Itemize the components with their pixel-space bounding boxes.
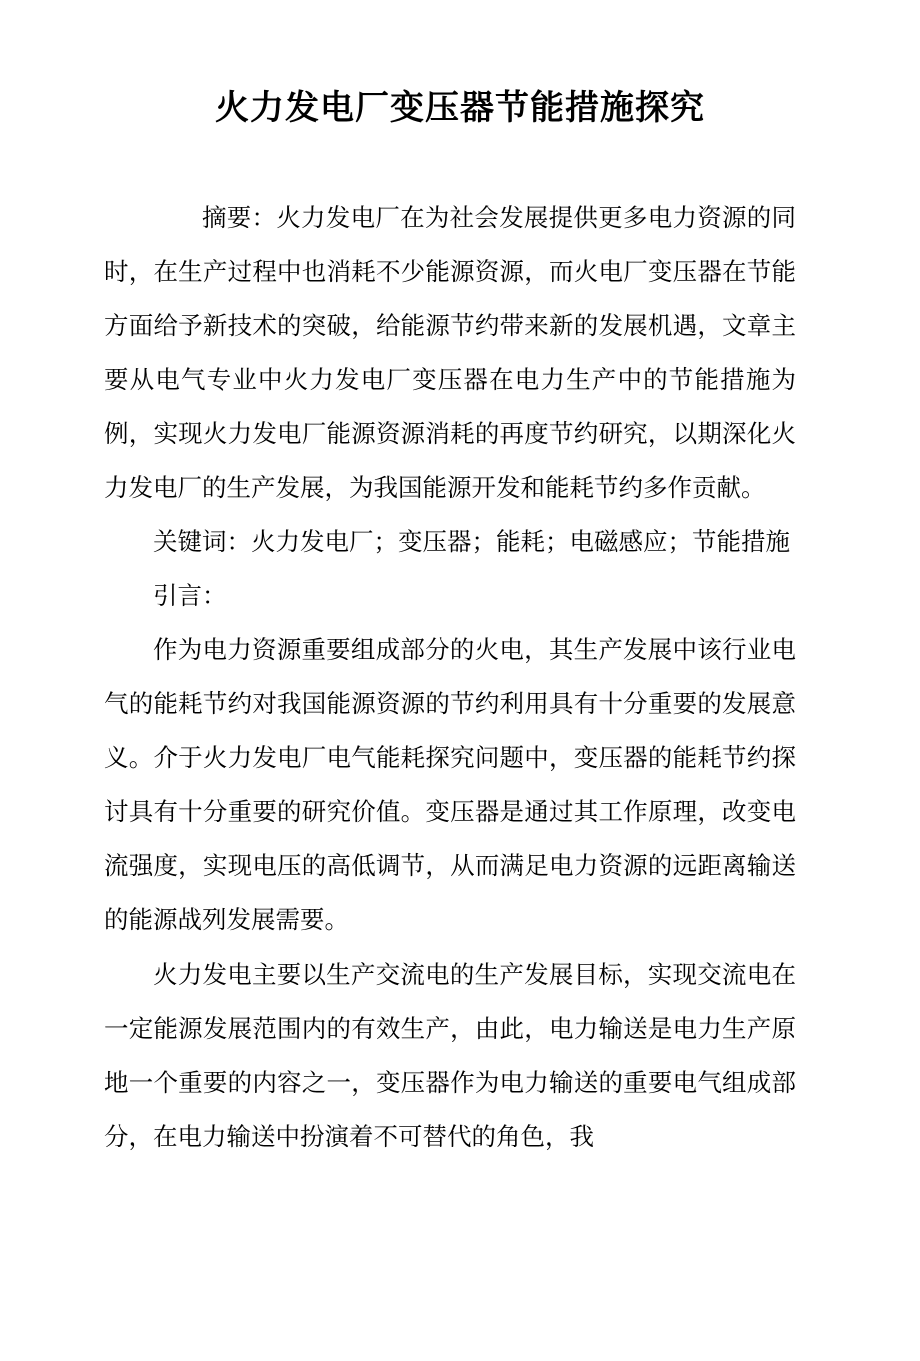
body-paragraph-1: 作为电力资源重要组成部分的火电，其生产发展中该行业电气的能耗节约对我国能源资源的节约利用具有十分重要的发展意义。介于火力发电厂电气能耗探究问题中，变压器的能耗节约探讨具有十分重要的研究价值。变压器是通过其工作原理，改变电流强度，实现电压的高低调节，从而满足电力资源的远距离输送的能源战列发展需要。: [104, 635, 796, 934]
abstract-paragraph: 摘要：火力发电厂在为社会发展提供更多电力资源的同时，在生产过程中也消耗不少能源资源，而火电厂变压器在节能方面给予新技术的突破，给能源节约带来新的发展机遇，文章主要从电气专业中火力发电厂变压器在电力生产中的节能措施为例，实现火力发电厂能源资源消耗的再度节约研究，以期深化火力发电厂的生产发展，为我国能源开发和能耗节约多作贡献。: [104, 203, 796, 502]
document-body: [104, 191, 796, 1164]
document-title: 火力发电厂变压器节能措施探究: [215, 88, 705, 128]
keywords-paragraph: 关键词：火力发电厂；变压器；能耗；电磁感应；节能措施: [153, 527, 790, 556]
intro-heading: 引言：: [153, 581, 227, 610]
body-paragraph-2: 火力发电主要以生产交流电的生产发展目标，实现交流电在一定能源发展范围内的有效生产，由此，电力输送是电力生产原地一个重要的内容之一，变压器作为电力输送的重要电气组成部分，在电力输送中扮演着不可替代的角色，我: [104, 960, 796, 1151]
